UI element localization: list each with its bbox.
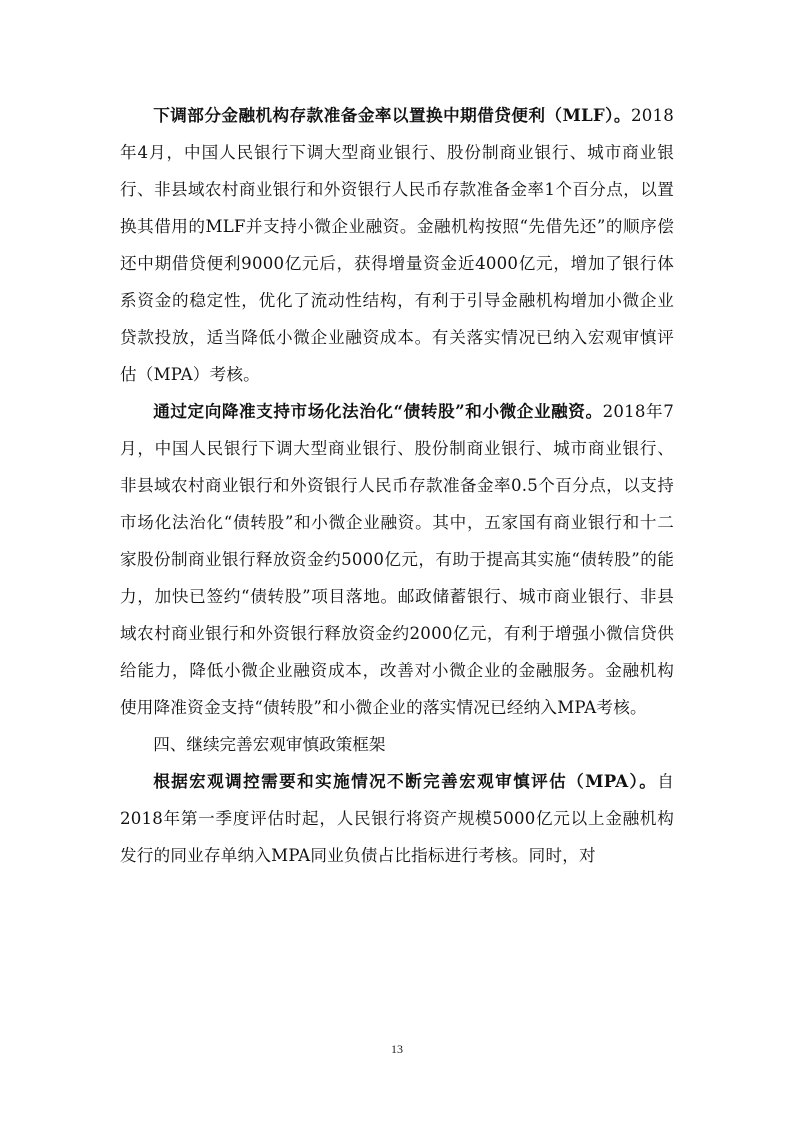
- paragraph-mlf: [120, 97, 674, 393]
- paragraph-mpa: [120, 763, 674, 874]
- paragraph-body: 2018年7月，中国人民银行下调大型商业银行、股份制商业银行、城市商业银行、非县域农村商业银行和外资银行人民币存款准备金率0.5个百分点，以支持市场化法治化“债转股”和小微企业融资。其中，五家国有商业银行和十二家股份制商业银行释放资金约5000亿元，有助于提高其实施“债转股”的能力，加快已签约“债转股”项目落地。邮政储蓄银行、城市商业银行、非县域农村商业银行和外资银行释放资金约2000亿元，有利于增强小微信贷供给能力，降低小微企业融资成本，改善对小微企业的金融服务。金融机构使用降准资金支持“债转股”和小微企业的落实情况已经纳入MPA考核。: [120, 402, 674, 717]
- document-page: [120, 97, 674, 874]
- section-heading: 四、继续完善宏观审慎政策框架: [153, 735, 386, 754]
- paragraph-lead: 通过定向降准支持市场化法治化“债转股”和小微企业融资。: [153, 401, 603, 421]
- page-number: 13: [391, 1042, 403, 1056]
- paragraph-lead: 根据宏观调控需要和实施情况不断完善宏观审慎评估（MPA）。: [153, 771, 658, 791]
- paragraph-debt-to-equity: [120, 393, 674, 726]
- paragraph-body: 2018年4月，中国人民银行下调大型商业银行、股份制商业银行、城市商业银行、非县域农村商业银行和外资银行人民币存款准备金率1个百分点，以置换其借用的MLF并支持小微企业融资。金融机构按照“先借先还”的顺序偿还中期借贷便利9000亿元后，获得增量资金近4000亿元，增加了银行体系资金的稳定性，优化了流动性结构，有利于引导金融机构增加小微企业贷款投放，适当降低小微企业融资成本。有关落实情况已纳入宏观审慎评估（MPA）考核。: [120, 106, 674, 384]
- paragraph-body: 自2018年第一季度评估时起，人民银行将资产规模5000亿元以上金融机构发行的同业存单纳入MPA同业负债占比指标进行考核。同时，对: [120, 772, 674, 865]
- paragraph-lead: 下调部分金融机构存款准备金率以置换中期借贷便利（MLF）。: [153, 105, 631, 125]
